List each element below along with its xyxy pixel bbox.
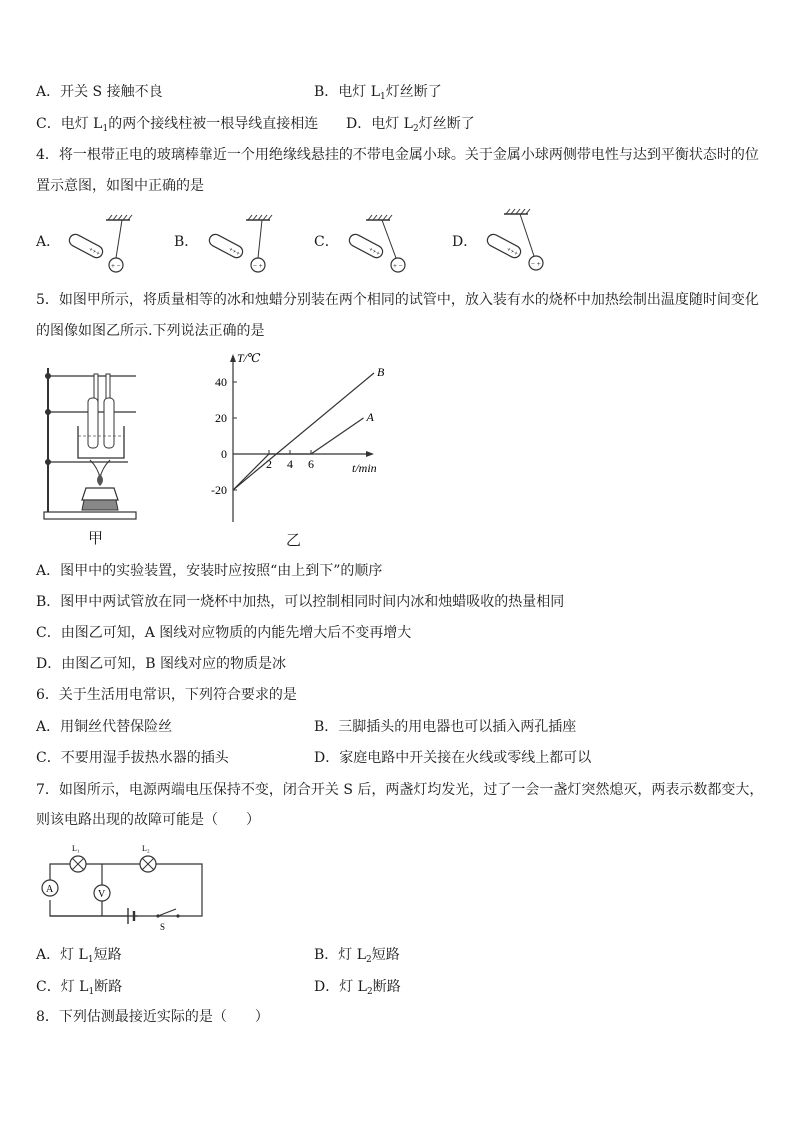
svg-text:+++: +++ [367,245,382,258]
y-axis-arrow [230,354,236,362]
y-axis-label: T/℃ [237,351,261,365]
q7-option-b: B．灯 $L_2$短路 [314,947,400,965]
x-tick-label: 6 [308,457,314,471]
x-axis-arrow [366,451,374,457]
q8-stem: 8．下列估测最接近实际的是（ ） [36,1009,269,1025]
q7-option-d: D．灯 $L_2$断路 [314,979,401,997]
q4-option-d-label: D． [452,234,478,250]
lamp-l2-icon [140,856,156,872]
q5-option-b: B．图甲中两试管放在同一烧杯中加热，可以控制相同时间内冰和烛蜡吸收的热量相同 [36,594,565,610]
q3-option-d: D．电灯 $L_2$灯丝断了 [346,116,475,134]
x-axis-label: t/min [352,461,377,475]
q7-stem-line1: 7．如图所示，电源两端电压保持不变，闭合开关 S 后，两盏灯均发光，过了一会一盏灯突然熄灭，两表示数都变大， [36,782,764,798]
lamp-l2-label: L₂ [142,844,150,853]
q5-apparatus-figure [40,362,140,522]
q5-option-d: D．由图乙可知，B 图线对应的物质是冰 [36,656,286,672]
q4-stem-line1: 4．将一根带正电的玻璃棒靠近一个用绝缘线悬挂的不带电金属小球。关于金属小球两侧带电性与达到平衡状态时的位 [36,147,759,163]
series-label-A: A [366,410,374,424]
q4-figure-d [484,206,568,276]
q5-figure-b-caption: 乙 [286,531,302,549]
q7-stem-line2: 则该电路出现的故障可能是（ ） [36,812,260,828]
q7-option-c: C．灯 $L_1$断路 [36,979,123,997]
q5-option-a: A．图甲中的实验装置，安装时应按照“由上到下”的顺序 [36,563,383,579]
q4-stem-line2: 置示意图，如图中正确的是 [36,178,204,194]
q6-option-d: D．家庭电路中开关接在火线或零线上都可以 [314,750,592,766]
q6-stem: 6．关于生活用电常识，下列符合要求的是 [36,687,297,703]
series-label-B: B [377,365,385,379]
q5-option-c: C．由图乙可知，A 图线对应物质的内能先增大后不变再增大 [36,625,412,641]
q6-option-b: B．三脚插头的用电器也可以插入两孔插座 [314,719,577,735]
svg-text:+++: +++ [505,245,520,258]
q7-circuit-diagram [36,840,210,932]
svg-text:+++: +++ [87,245,102,258]
svg-text:+++: +++ [227,245,242,258]
q4-option-c-label: C． [314,234,339,250]
q5-temperature-chart [200,346,400,526]
lamp-l1-label: L₁ [72,844,80,853]
switch-label: S [160,922,166,932]
svg-text:+ −: + − [111,262,121,270]
svg-text:− +: − + [531,260,541,268]
svg-text:− +: − + [253,262,263,270]
svg-text:+ −: + − [393,262,403,270]
q3-option-c: C．电灯 $L_1$的两个接线柱被一根导线直接相连 [36,116,319,134]
voltmeter-label: V [98,889,106,900]
q3-option-b: B．电灯 $L_1$灯丝断了 [314,84,442,102]
y-tick-label: 0 [221,447,227,461]
ammeter-label: A [46,884,54,895]
q5-figure-a-caption: 甲 [88,529,104,547]
q4-figure-c [346,212,430,276]
q4-figure-a [66,212,150,276]
q5-stem-line1: 5．如图甲所示，将质量相等的冰和烛蜡分别装在两个相同的试管中，放入装有水的烧杯中加热绘制出温度随时间变化 [36,292,759,308]
y-tick-label: 40 [215,375,227,389]
q6-option-c: C．不要用湿手拔热水器的插头 [36,750,229,766]
x-tick-label: 2 [266,457,272,471]
lamp-l1-icon [70,856,86,872]
q5-stem-line2: 的图像如图乙所示.下列说法正确的是 [36,323,265,339]
q7-option-a: A．灯 $L_1$短路 [36,947,122,965]
q4-figure-b [206,212,290,276]
x-tick-label: 4 [287,457,293,471]
q4-option-a-label: A． [36,234,61,250]
q4-option-b-label: B． [174,234,199,250]
q3-option-a: A．开关 S 接触不良 [36,84,163,100]
y-tick-label: -20 [211,483,227,497]
q6-option-a: A．用铜丝代替保险丝 [36,719,173,735]
y-tick-label: 20 [215,411,227,425]
